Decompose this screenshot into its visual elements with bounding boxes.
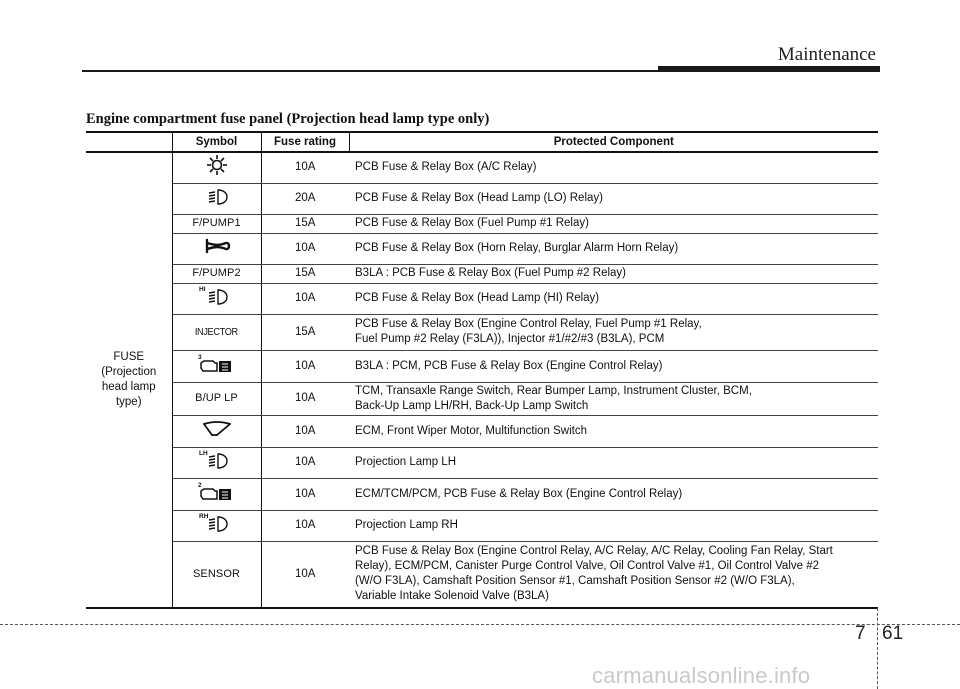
header-bar [658, 66, 880, 72]
wiper-icon [200, 418, 234, 445]
symbol-cell [172, 214, 261, 233]
fuse-rating-cell: 10A [261, 350, 349, 382]
column-header-symbol: Symbol [172, 132, 261, 152]
column-header-fuse-rating: Fuse rating [261, 132, 349, 152]
ac-fan-icon [205, 153, 229, 182]
fuse-rating-cell: 10A [261, 478, 349, 510]
page-number: 61 [882, 623, 904, 644]
section-title: Maintenance [777, 44, 876, 65]
protected-component-cell: B3LA : PCM, PCB Fuse & Relay Box (Engine Control Relay) [349, 350, 878, 382]
engine-module-icon [195, 352, 239, 381]
fuse-rating-cell: 15A [261, 264, 349, 283]
table-row [86, 350, 878, 382]
symbol-cell [172, 478, 261, 510]
fuse-table [86, 131, 878, 609]
symbol-cell [172, 510, 261, 541]
symbol-cell [172, 183, 261, 214]
symbol-label: F/PUMP2 [192, 267, 241, 279]
protected-component-cell: Projection Lamp LH [349, 447, 878, 478]
symbol-cell [172, 541, 261, 608]
protected-component-cell: PCB Fuse & Relay Box (A/C Relay) [349, 152, 878, 183]
fuse-rating-cell: 10A [261, 382, 349, 415]
table-row [86, 233, 878, 264]
protected-component-cell: PCB Fuse & Relay Box (Horn Relay, Burglar Alarm Horn Relay) [349, 233, 878, 264]
footer-dashed-divider [877, 608, 878, 689]
protected-component-cell: PCB Fuse & Relay Box (Engine Control Relay, A/C Relay, A/C Relay, Cooling Fan Relay, Start Relay), ECM/PCM, Canister Purge Control Valve, Oil Control Valve #1, Oil Control Valve #2 (W/O F3LA), Camshaft Position Sensor #1, Camshaft Position Sensor #2 (W/O F3LA), Variable Intake Solenoid Valve (B3LA) [349, 541, 878, 608]
table-row [86, 541, 878, 608]
fuse-rating-cell: 10A [261, 283, 349, 314]
fuse-rating-cell: 10A [261, 447, 349, 478]
svg-text:2: 2 [197, 481, 202, 489]
symbol-label: B/UP LP [195, 392, 238, 404]
svg-text:RH: RH [198, 513, 208, 520]
table-row [86, 264, 878, 283]
symbol-label: INJECTOR [195, 326, 238, 338]
table-row [86, 314, 878, 350]
header-rule [82, 70, 660, 72]
fuse-rating-cell: 10A [261, 415, 349, 447]
projection-lamp-lh-icon [197, 448, 237, 477]
headlamp-low-icon [197, 184, 237, 213]
symbol-cell [172, 152, 261, 183]
fuse-rating-cell: 10A [261, 152, 349, 183]
protected-component-cell: ECM, Front Wiper Motor, Multifunction Switch [349, 415, 878, 447]
symbol-cell [172, 350, 261, 382]
symbol-cell [172, 415, 261, 447]
symbol-cell [172, 264, 261, 283]
svg-text:3: 3 [197, 353, 202, 361]
table-header-row [86, 132, 878, 152]
table-row [86, 415, 878, 447]
table-row [86, 152, 878, 183]
symbol-cell [172, 447, 261, 478]
headlamp-high-icon [197, 284, 237, 313]
table-row [86, 382, 878, 415]
column-header-protected-component: Protected Component [349, 132, 878, 152]
protected-component-cell: PCB Fuse & Relay Box (Head Lamp (LO) Relay) [349, 183, 878, 214]
fuse-rating-cell: 15A [261, 314, 349, 350]
horn-icon [200, 236, 234, 261]
symbol-cell [172, 314, 261, 350]
document-title: Engine compartment fuse panel (Projection head lamp type only) [86, 111, 490, 127]
symbol-label: F/PUMP1 [192, 217, 241, 229]
table-row [86, 478, 878, 510]
table-row [86, 283, 878, 314]
footer-dashed-rule [0, 624, 960, 625]
svg-text:HI: HI [198, 286, 205, 293]
table-row [86, 510, 878, 541]
protected-component-cell: ECM/TCM/PCM, PCB Fuse & Relay Box (Engine Control Relay) [349, 478, 878, 510]
protected-component-cell: PCB Fuse & Relay Box (Engine Control Relay, Fuel Pump #1 Relay, Fuel Pump #2 Relay (F3LA)), Injector #1/#2/#3 (B3LA), PCM [349, 314, 878, 350]
chapter-number: 7 [855, 623, 866, 644]
engine-module-icon [195, 480, 239, 509]
table-row [86, 183, 878, 214]
symbol-label: SENSOR [192, 567, 241, 580]
symbol-cell [172, 233, 261, 264]
fuse-rating-cell: 15A [261, 214, 349, 233]
symbol-cell [172, 382, 261, 415]
fuse-rating-cell: 10A [261, 233, 349, 264]
column-header-group [86, 132, 172, 152]
projection-lamp-rh-icon [197, 511, 237, 540]
fuse-group-label: FUSE (Projection head lamp type) [86, 152, 172, 608]
protected-component-cell: TCM, Transaxle Range Switch, Rear Bumper Lamp, Instrument Cluster, BCM, Back-Up Lamp LH/RH, Back-Up Lamp Switch [349, 382, 878, 415]
svg-text:LH: LH [198, 450, 208, 457]
fuse-rating-cell: 10A [261, 541, 349, 608]
table-row [86, 214, 878, 233]
fuse-rating-cell: 10A [261, 510, 349, 541]
symbol-cell [172, 283, 261, 314]
protected-component-cell: PCB Fuse & Relay Box (Fuel Pump #1 Relay) [349, 214, 878, 233]
protected-component-cell: Projection Lamp RH [349, 510, 878, 541]
protected-component-cell: PCB Fuse & Relay Box (Head Lamp (HI) Relay) [349, 283, 878, 314]
fuse-rating-cell: 20A [261, 183, 349, 214]
watermark: carmanualsonline.info [592, 663, 811, 688]
protected-component-cell: B3LA : PCB Fuse & Relay Box (Fuel Pump #2 Relay) [349, 264, 878, 283]
table-row [86, 447, 878, 478]
